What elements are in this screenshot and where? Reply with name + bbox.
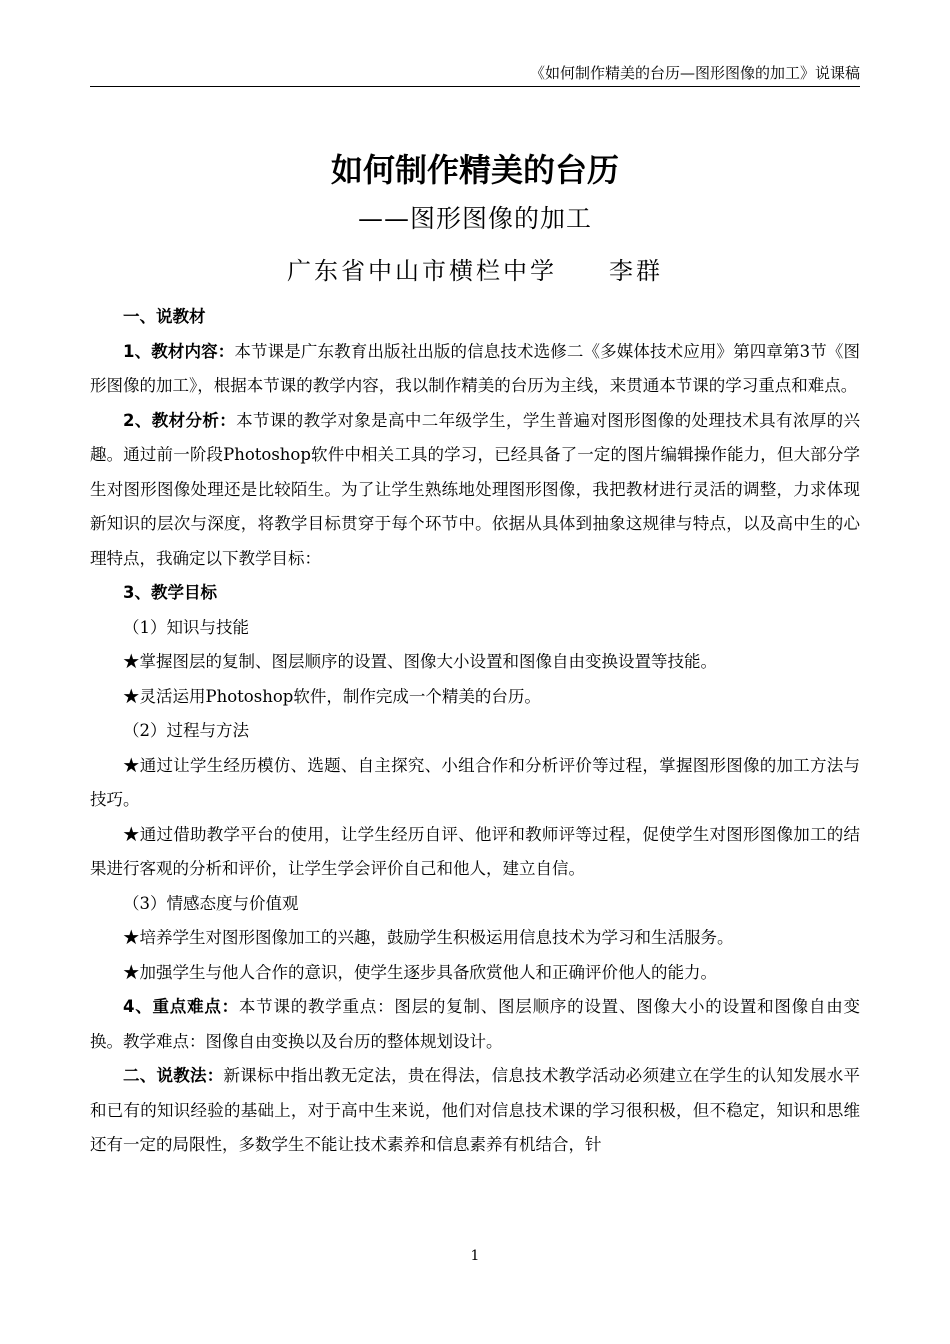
paragraph-key-points (90, 990, 860, 1059)
goal-item: ★培养学生对图形图像加工的兴趣，鼓励学生积极运用信息技术为学习和生活服务。 (123, 928, 734, 947)
goal-item: ★掌握图层的复制、图层顺序的设置、图像大小设置和图像自由变换设置等技能。 (123, 652, 717, 671)
goal-heading: （2）过程与方法 (123, 721, 249, 740)
author-school: 广东省中山市横栏中学 (287, 257, 557, 285)
author-name: 李群 (609, 257, 663, 285)
paragraph-text: 本节课是广东教育出版社出版的信息技术选修二《多媒体技术应用》第四章第3节《图形图像的加工》，根据本节课的教学内容，我以制作精美的台历为主线，来贯通本节课的学习重点和难点。 (90, 341, 860, 395)
paragraph-text: 本节课的教学对象是高中二年级学生，学生普遍对图形图像的处理技术具有浓厚的兴趣。通过前一阶段Photoshop软件中相关工具的学习，已经具备了一定的图片编辑操作能力，但大部分学生对图形图像处理还是比较陌生。为了让学生熟练地处理图形图像，我把教材进行灵活的调整，力求体现新知识的层次与深度，将教学目标贯穿于每个环节中。依据从具体到抽象这规律与特点，以及高中生的心理特点，我确定以下教学目标： (90, 410, 861, 568)
goal-heading: （3）情感态度与价值观 (123, 893, 299, 913)
document-title: 如何制作精美的台历 (330, 151, 619, 189)
subsection-heading: 3、教学目标 (123, 583, 217, 602)
author-line (90, 252, 860, 290)
goal-item: ★灵活运用Photoshop软件，制作完成一个精美的台历。 (123, 686, 541, 706)
goal-heading: （1）知识与技能 (123, 617, 249, 637)
page-number: 1 (470, 1248, 480, 1264)
goal-item: ★加强学生与他人合作的意识，使学生逐步具备欣赏他人和正确评价他人的能力。 (123, 962, 717, 982)
running-header: 《如何制作精美的台历—图形图像的加工》说课稿 (529, 64, 860, 82)
document-body (90, 300, 860, 1163)
paragraph-analysis (90, 404, 860, 577)
paragraph-label: 二、说教法： (123, 1066, 224, 1085)
paragraph-label: 4、重点难点： (123, 997, 239, 1016)
goal-item: ★通过借助教学平台的使用，让学生经历自评、他评和教师评等过程，促使学生对图形图像加工的结果进行客观的分析和评价，让学生学会评价自己和他人，建立自信。 (90, 824, 860, 878)
paragraph-label: 1、教材内容： (123, 341, 235, 361)
section-heading: 一、说教材 (123, 307, 206, 326)
document-subtitle: ——图形图像的加工 (357, 204, 592, 233)
header-rule (90, 86, 860, 87)
paragraph-text: 新课标中指出教无定法，贵在得法，信息技术教学活动必须建立在学生的认知发展水平和已有的知识经验的基础上，对于高中生来说，他们对信息技术课的学习很积极，但不稳定，知识和思维还有一定的局限性，多数学生不能让技术素养和信息素养有机结合，针 (90, 1066, 861, 1154)
paragraph-teaching-method (90, 1059, 860, 1163)
goal-item: ★通过让学生经历模仿、选题、自主探究、小组合作和分析评价等过程，掌握图形图像的加工方法与技巧。 (90, 755, 860, 809)
paragraph-label: 2、教材分析： (123, 410, 237, 430)
paragraph-text: 本节课的教学重点：图层的复制、图层顺序的设置、图像大小的设置和图像自由变换。教学难点：图像自由变换以及台历的整体规划设计。 (90, 997, 861, 1051)
paragraph-content (90, 335, 860, 404)
